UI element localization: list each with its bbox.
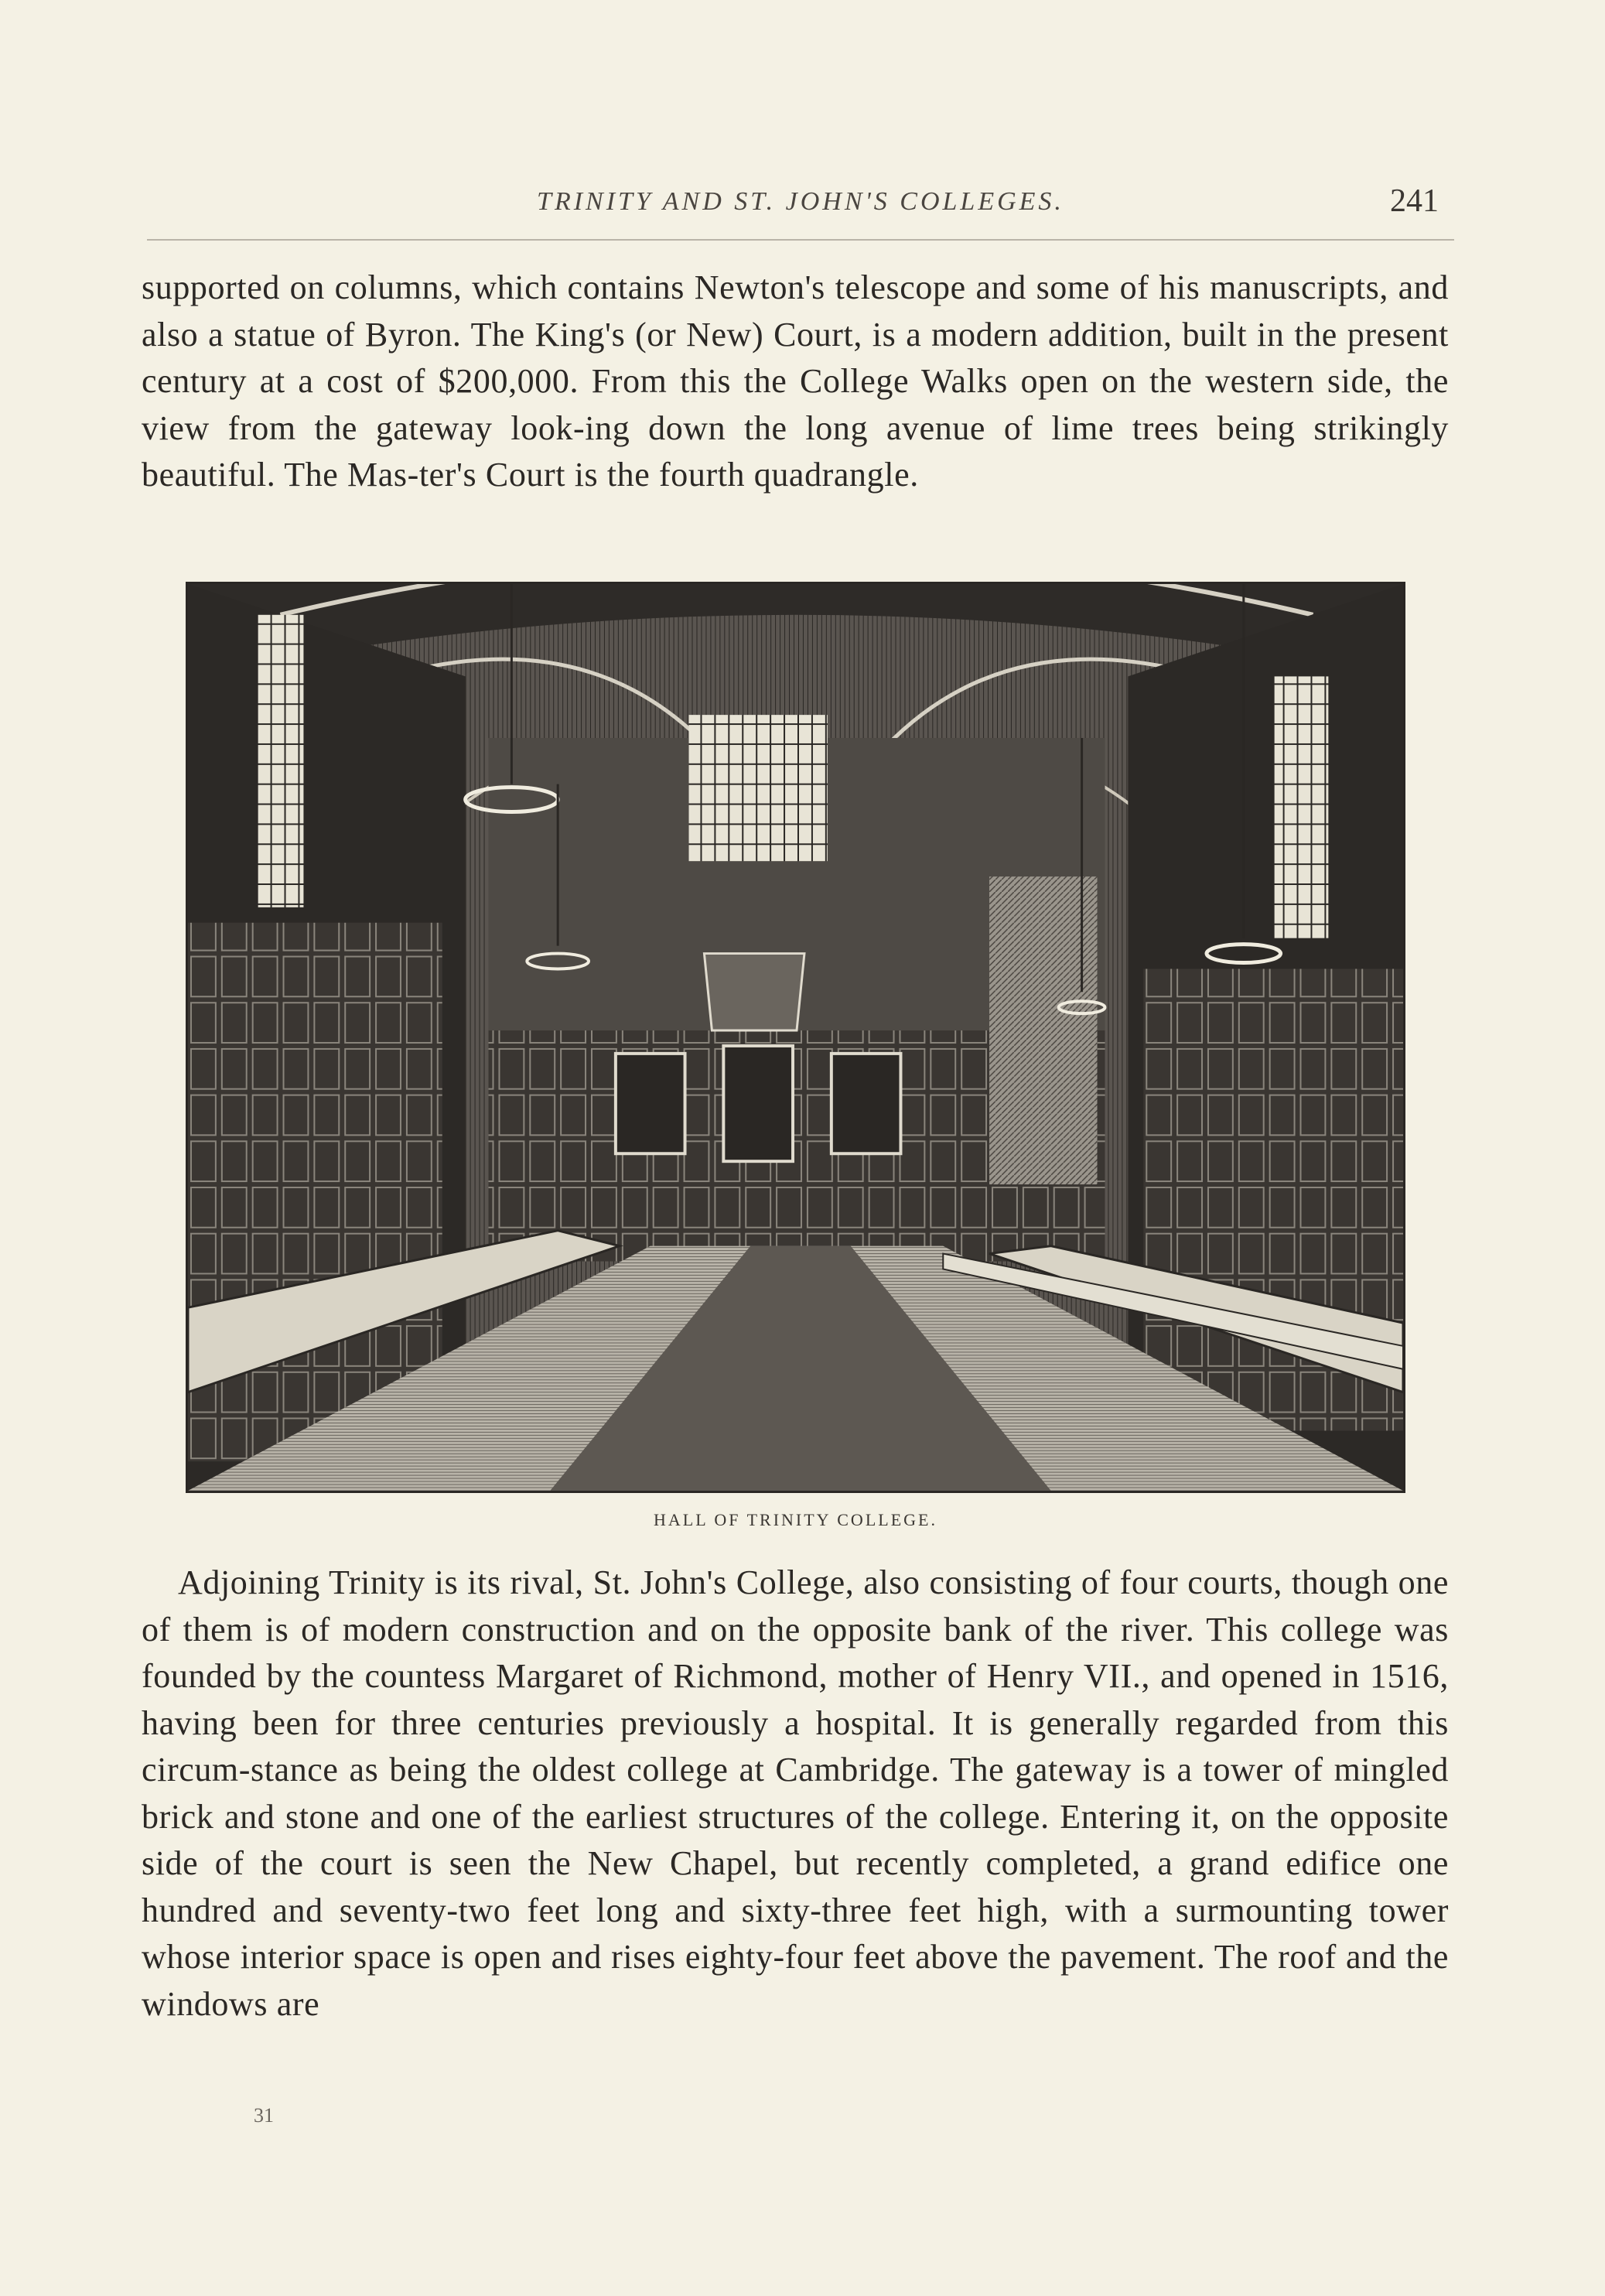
illustration-caption: HALL OF TRINITY COLLEGE.	[654, 1510, 937, 1529]
running-title: TRINITY AND ST. JOHN'S COLLEGES.	[537, 187, 1064, 216]
body-paragraph-1: supported on columns, which contains Newton's telescope and some of his manuscripts, and also a statue of Byron. The King's (or New) Court, is a modern addition, built in the present century at a cost of $200,000. From this the College Walks open on the western side, the view from the gateway look-ing down the long avenue of lime trees being strikingly beautiful. The Mas-ter's Court is the fourth quadrangle.	[142, 268, 1449, 494]
body-paragraph-2: Adjoining Trinity is its rival, St. John's College, also consisting of four courts, though one of them is of modern construction and on the opposite bank of the river. This college was founded by the countess Margaret of Richmond, mother of Henry VII., and opened in 1516, having been for three centuries previously a hospital. It is generally regarded from this circum-stance as being the oldest college at Cambridge. The gateway is a tower of mingled brick and stone and one of the earliest structures of the college. Entering it, on the opposite side of the court is seen the New Chapel, but recently completed, a grand edifice one hundred and seventy-two feet long and sixty-three feet high, with a surmounting tower whose interior space is open and rises eighty-four feet above the pavement. The roof and the windows are	[142, 1563, 1449, 2023]
page-number: 241	[1390, 183, 1439, 219]
engraving-illustration	[188, 584, 1403, 1491]
header-rule	[147, 239, 1454, 241]
running-head	[147, 183, 1454, 234]
signature-mark: 31	[254, 2104, 274, 2127]
engraving-hall-of-trinity-college	[186, 582, 1405, 1493]
